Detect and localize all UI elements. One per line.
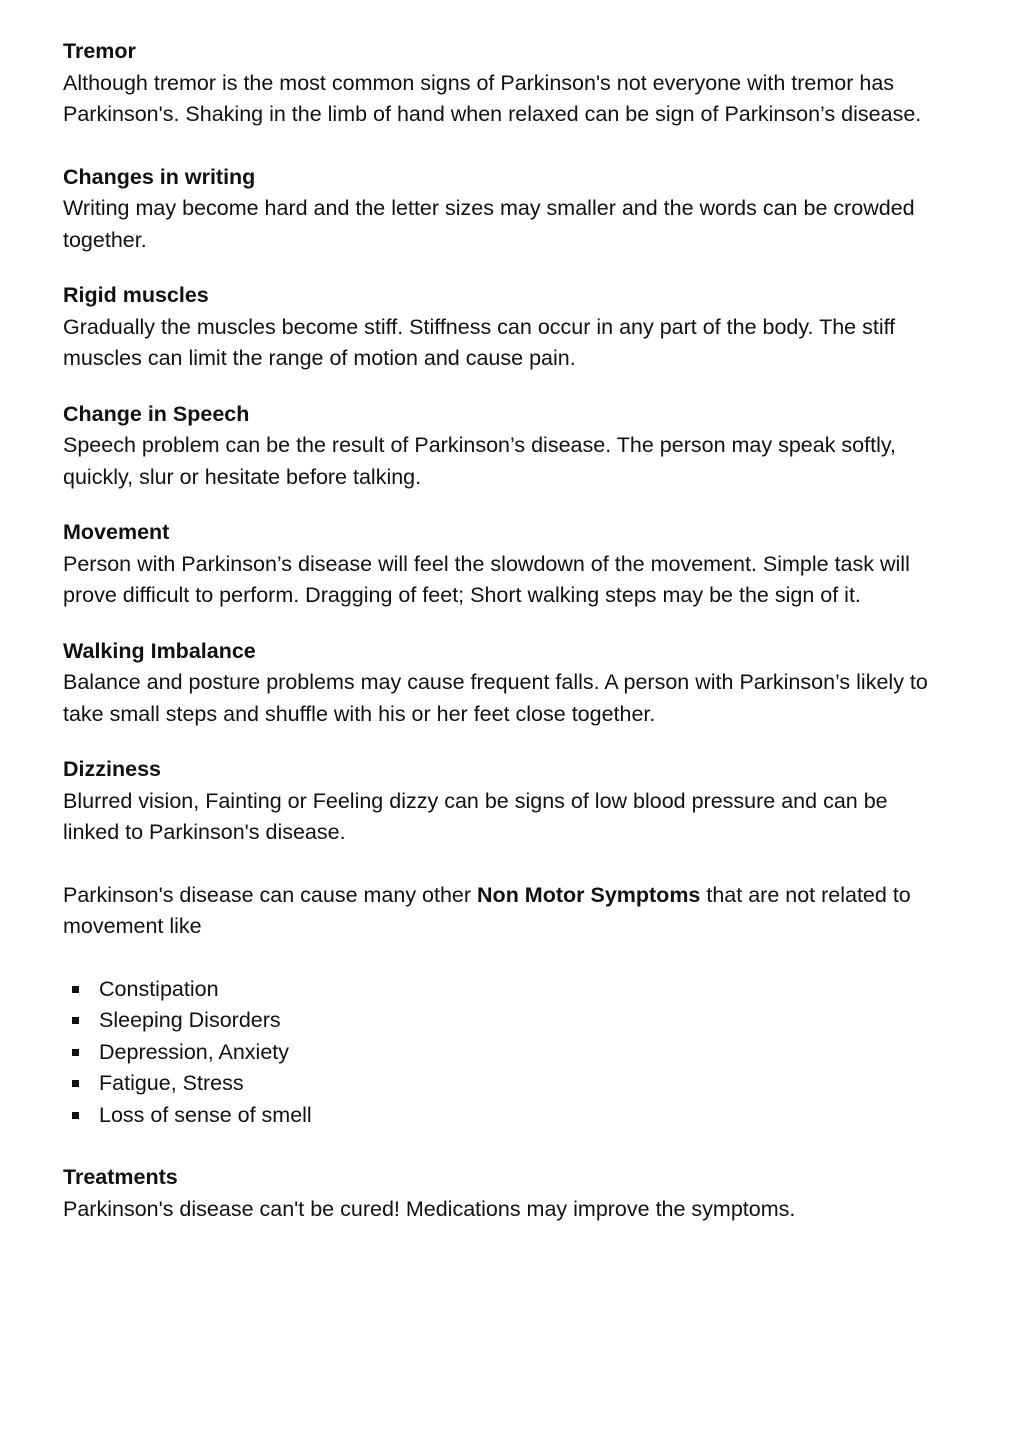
- section-treatments: [63, 1162, 943, 1225]
- section-body: Person with Parkinson’s disease will feel the slowdown of the movement. Simple task will prove difficult to perform. Dragging of feet; Short walking steps may be the sign of it.: [63, 551, 910, 607]
- section-heading: Treatments: [63, 1165, 178, 1189]
- section-heading: Movement: [63, 520, 170, 544]
- section-change-in-speech: [63, 399, 943, 494]
- section-heading: Rigid muscles: [63, 283, 209, 307]
- non-motor-intro: [63, 880, 943, 943]
- section-heading: Dizziness: [63, 757, 161, 781]
- list-item: Depression, Anxiety: [63, 1037, 943, 1069]
- section-tremor: [63, 36, 943, 131]
- section-body: Gradually the muscles become stiff. Stiffness can occur in any part of the body. The stiff muscles can limit the range of motion and cause pain.: [63, 314, 896, 370]
- non-motor-intro-before: Parkinson's disease can cause many other: [63, 882, 478, 907]
- square-bullet-icon: [72, 1112, 79, 1119]
- non-motor-intro-after: that are not related to movement like: [63, 882, 911, 938]
- section-heading: Change in Speech: [63, 401, 250, 426]
- square-bullet-icon: [72, 986, 79, 993]
- document-page: [63, 36, 943, 1225]
- section-heading: Tremor: [63, 39, 136, 63]
- non-motor-list: [63, 974, 943, 1132]
- square-bullet-icon: [72, 1080, 79, 1087]
- non-motor-intro-bold: Non Motor Symptoms: [477, 882, 701, 907]
- list-item: Sleeping Disorders: [63, 1005, 943, 1037]
- section-non-motor: [63, 880, 943, 1132]
- section-body: Blurred vision, Fainting or Feeling dizzy can be signs of low blood pressure and can be linked to Parkinson's disease.: [63, 788, 888, 844]
- square-bullet-icon: [72, 1017, 79, 1024]
- section-dizziness: [63, 754, 943, 849]
- section-rigid-muscles: [63, 280, 943, 375]
- section-body: Balance and posture problems may cause frequent falls. A person with Parkinson’s likely to take small steps and shuffle with his or her feet close together.: [63, 670, 928, 726]
- section-body: Writing may become hard and the letter sizes may smaller and the words can be crowded together.: [63, 196, 915, 252]
- square-bullet-icon: [72, 1049, 79, 1056]
- section-changes-in-writing: [63, 162, 943, 257]
- section-body: Parkinson's disease can't be cured! Medications may improve the symptoms.: [63, 1196, 796, 1221]
- section-body: Speech problem can be the result of Parkinson’s disease. The person may speak softly, quickly, slur or hesitate before talking.: [63, 433, 896, 489]
- section-heading: Changes in writing: [63, 164, 256, 189]
- section-walking-imbalance: [63, 636, 943, 731]
- list-item: Fatigue, Stress: [63, 1068, 943, 1100]
- section-body: Although tremor is the most common signs of Parkinson's not everyone with tremor has Parkinson's. Shaking in the limb of hand when relaxed can be sign of Parkinson’s disease.: [63, 70, 922, 126]
- list-item: Loss of sense of smell: [63, 1100, 943, 1132]
- section-movement: [63, 517, 943, 612]
- list-item: Constipation: [63, 974, 943, 1006]
- section-heading: Walking Imbalance: [63, 638, 256, 663]
